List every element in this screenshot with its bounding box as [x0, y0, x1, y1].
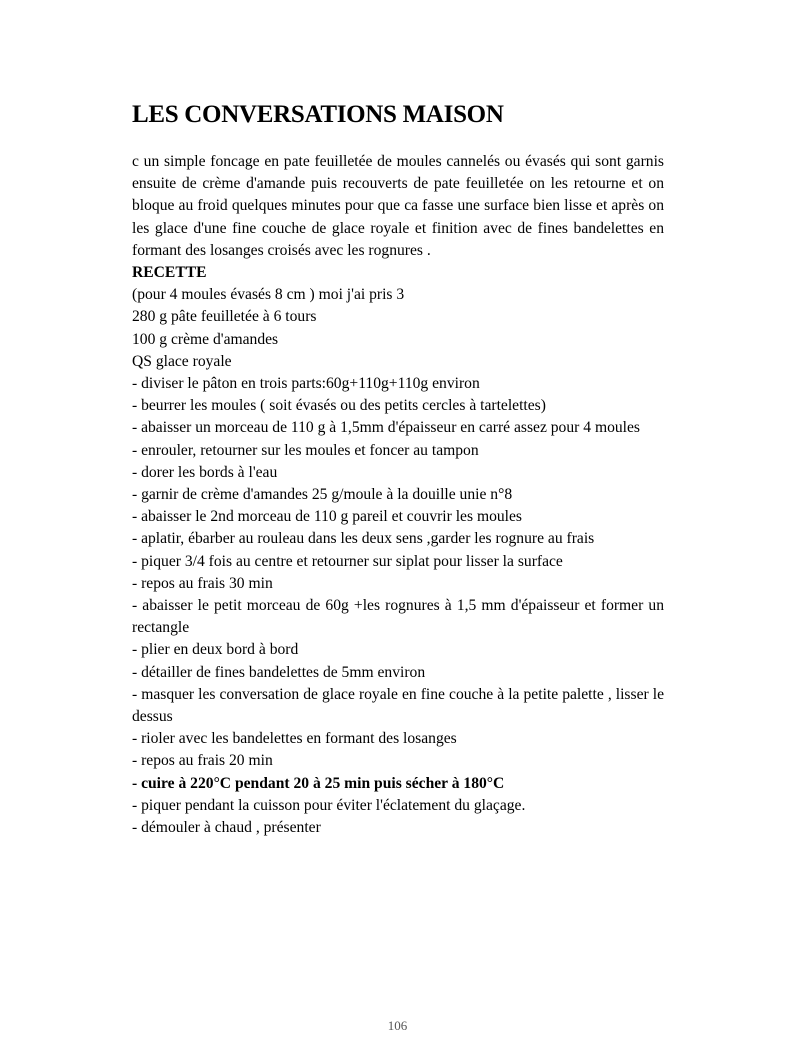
- step-line: - aplatir, ébarber au rouleau dans les deux sens ,garder les rognure au frais: [132, 530, 595, 548]
- baking-step: - cuire à 220°C pendant 20 à 25 min puis sécher à 180°C: [132, 774, 505, 792]
- step-line: - enrouler, retourner sur les moules et foncer au tampon: [132, 441, 479, 459]
- recipe-heading: RECETTE: [132, 264, 207, 281]
- ingredient-line: 100 g crème d'amandes: [132, 330, 279, 348]
- ingredient-line: (pour 4 moules évasés 8 cm ) moi j'ai pris 3: [132, 286, 405, 304]
- step-line: - rioler avec les bandelettes en formant des losanges: [132, 730, 457, 748]
- step-line: - repos au frais 20 min: [132, 752, 273, 770]
- page-title: LES CONVERSATIONS MAISON: [132, 101, 504, 128]
- recipe-list: [132, 262, 664, 839]
- step-line: - détailler de fines bandelettes de 5mm environ: [132, 663, 426, 681]
- ingredient-line: QS glace royale: [132, 352, 232, 370]
- step-line: - dorer les bords à l'eau: [132, 463, 278, 481]
- step-line: - beurrer les moules ( soit évasés ou des petits cercles à tartelettes): [132, 397, 546, 415]
- ingredient-line: 280 g pâte feuilletée à 6 tours: [132, 308, 317, 326]
- step-line: - abaisser un morceau de 110 g à 1,5mm d'épaisseur en carré assez pour 4 moules: [132, 419, 640, 437]
- step-line: - piquer 3/4 fois au centre et retourner sur siplat pour lisser la surface: [132, 552, 563, 570]
- step-line: - plier en deux bord à bord: [132, 641, 299, 659]
- step-line: - abaisser le petit morceau de 60g +les rognures à 1,5 mm d'épaisseur et former un rectangle: [132, 597, 664, 637]
- step-line: - démouler à chaud , présenter: [132, 819, 321, 837]
- step-line: - garnir de crème d'amandes 25 g/moule à la douille unie n°8: [132, 486, 513, 504]
- intro-paragraph: c un simple foncage en pate feuilletée de moules cannelés ou évasés qui sont garnis ensuite de crème d'amande puis recouverts de pate feuilletée on les retourne et on bloque au froid quelques minutes pour que ca fasse une surface bien lisse et après on les glace d'une fine couche de glace royale et finition avec de fines bandelettes en formant des losanges croisés avec les rognures .: [132, 153, 664, 259]
- step-line: - masquer les conversation de glace royale en fine couche à la petite palette , lisser le dessus: [132, 685, 664, 726]
- page-number: 106: [387, 1018, 408, 1033]
- step-line: - diviser le pâton en trois parts:60g+110g+110g environ: [132, 375, 480, 393]
- step-line: - abaisser le 2nd morceau de 110 g pareil et couvrir les moules: [132, 508, 522, 526]
- step-line: - piquer pendant la cuisson pour éviter l'éclatement du glaçage.: [132, 796, 526, 814]
- step-line: - repos au frais 30 min: [132, 574, 273, 592]
